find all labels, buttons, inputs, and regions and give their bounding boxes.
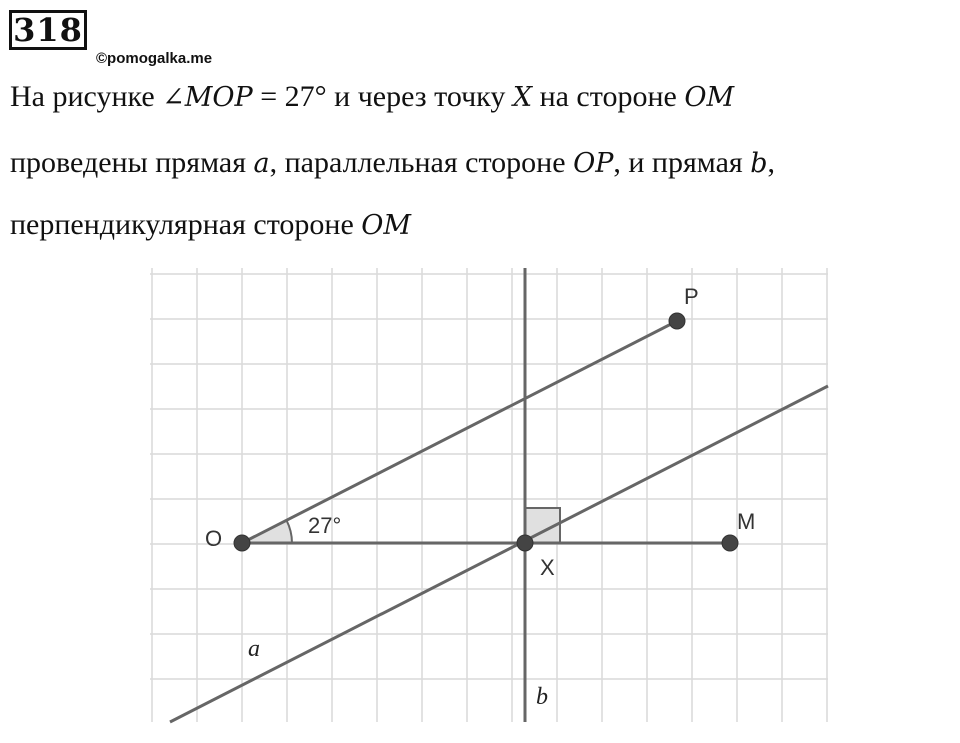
statement-text: перпендикулярная стороне: [10, 208, 362, 241]
watermark: ©pomogalka.me: [96, 50, 213, 67]
point-p: [669, 313, 685, 329]
label-line-b: b: [536, 684, 548, 710]
label-angle: 27°: [308, 513, 342, 538]
label-o: O: [205, 526, 223, 551]
statement-text: проведены прямая: [10, 146, 254, 179]
math-symbol: ∠MOP: [162, 82, 253, 113]
point-x: [517, 535, 533, 551]
ray-op: [242, 321, 677, 543]
statement-text: на стороне: [532, 80, 685, 113]
point-m: [722, 535, 738, 551]
statement-text: , параллельная стороне: [269, 146, 574, 179]
line-a: [170, 386, 828, 722]
math-symbol: X: [512, 82, 533, 113]
label-m: M: [737, 509, 756, 534]
math-symbol: OP: [573, 148, 614, 179]
math-symbol: a: [253, 148, 270, 179]
statement-text: , и прямая: [613, 146, 751, 179]
statement-text: ,: [767, 146, 775, 179]
math-symbol: b: [750, 148, 768, 179]
label-line-a: a: [248, 636, 260, 662]
statement-text: = 27° и через точку: [252, 80, 513, 113]
statement-text: На рисунке: [10, 80, 163, 113]
math-symbol: OM: [684, 82, 735, 113]
label-p: P: [684, 284, 699, 309]
point-o: [234, 535, 250, 551]
math-symbol: OM: [361, 210, 412, 241]
problem-number: 318: [9, 10, 87, 50]
label-x: X: [540, 555, 555, 580]
